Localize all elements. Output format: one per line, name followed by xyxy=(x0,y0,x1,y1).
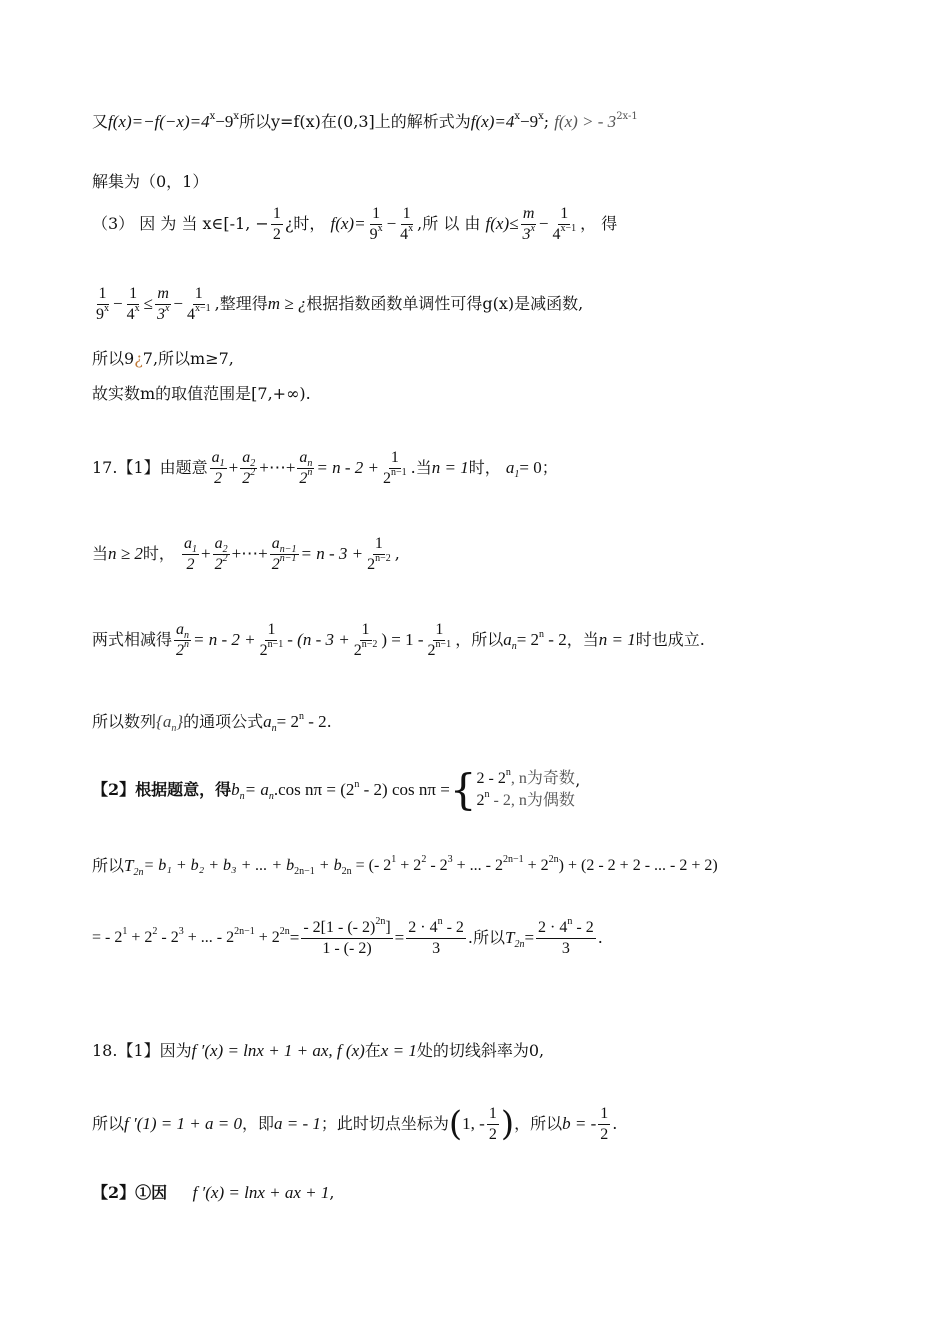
text: ¿ xyxy=(134,349,143,368)
q17-result-line: = - $2^1 + 2^2 - 2^3$ + ... - $2^{2n-1} + 2^{2n}$ = $\frac{- 2[1 - (- 2)^{2n}]}{1 - (- 2)}$ = $\frac{2 \cdot 4^n - 2}{3}$ .所以 $T_{2n}$ = $\frac{2 \cdot 4^n - 2}{3}$ . xyxy=(92,915,603,957)
part-label: 【2】根据题意，得 xyxy=(92,780,232,799)
q17-line1: 17.【1】由题意 $\frac{a_1}{2}$ + $\frac{a_2}{2^2}$ +⋯+ $\frac{a_n}{2^n}$ = n - 2 + $\frac{1}{2^{n-1}}$ .当 n = 1 时， $a_1$ = 0 ； xyxy=(92,448,558,487)
text: 故实数m的取值范围是[7,+∞). xyxy=(92,384,311,403)
fraction: $\frac{1}{4^x}$ xyxy=(126,284,140,323)
math: −9 xyxy=(215,112,234,131)
q17-part2-line: 【2】根据题意，得 $b_n$ = $a_n$ .cos $n\pi = (2^n - 2)$ cos nπ = { 2 - 2$^n$, n为奇数 2$^n$ - 2, n为偶数 ’ xyxy=(92,765,580,814)
math: f(x)= xyxy=(330,214,366,233)
fraction: $\frac{a_n}{2^n}$ xyxy=(176,620,190,659)
q17-sum-line: 所以 $T_{2n}$ = b₁ + b₂ + b₃ + ... + $b_{2n-1} + b_{2n}$ = (- $2^1 + 2^2 - 2^3$ + ... - $2^{2n-1} + 2^{2n}) + (2 - 2 + 2$ - ... - 2 + 2) xyxy=(92,854,718,878)
fraction: $\frac{a_n}{2^n}$ xyxy=(299,448,313,487)
text: 7,所以m≥7, xyxy=(142,349,234,368)
fraction: $\frac{2 \cdot 4^n - 2}{3}$ xyxy=(538,915,594,957)
math: f(x)≤ xyxy=(485,214,519,233)
q17-line4: 所以数列 $\{a_n\}$ 的通项公式 $a_n$ = $2^n - 2$ . xyxy=(92,711,332,734)
fraction: $\frac{1}{2^{n-1}}$ xyxy=(383,448,407,487)
q17-line3: 两式相减得 $\frac{a_n}{2^n}$ = n - 2 + $\frac{1}{2^{n-1}}$ - (n - 3 + $\frac{1}{2^{n-2}}$ ) = 1 - $\frac{1}{2^{n-1}}$ ，所以 $a_n$ = $2^n - 2$ ，当 n = 1 时也成立. xyxy=(92,620,705,659)
part-label: 【2】①因 xyxy=(92,1183,168,1202)
text: 所以y=f(x)在(0,3]上的解析式为 xyxy=(238,112,471,131)
math-exp: x xyxy=(233,111,239,122)
math: −9 xyxy=(519,112,539,131)
line-solution-set xyxy=(92,170,910,194)
fraction: $\frac{a_1}{2}$ xyxy=(211,448,225,487)
q17-line2: 当 n ≥ 2 时， $\frac{a_1}{2}$ + $\frac{a_2}{2^2}$ +⋯+ $\frac{a_{n-1}}{2^{n-1}}$ = n - 3 + $\frac{1}{2^{n-2}}$ , xyxy=(92,534,400,573)
fraction: $\frac{m}{3^x}$ xyxy=(522,204,535,243)
fraction: $\frac{a_1}{2}$ xyxy=(183,534,197,573)
fraction: $\frac{1}{9^x}$ xyxy=(369,204,383,243)
fraction: $\frac{1}{2}$ xyxy=(272,204,281,243)
fraction: $\frac{m}{3^x}$ xyxy=(156,284,170,323)
text: 所以9 xyxy=(92,349,135,368)
fraction: $\frac{1}{4^{x-1}}$ xyxy=(552,204,577,243)
fraction: $\frac{- 2[1 - (- 2)^{2n}]}{1 - (- 2)}$ xyxy=(303,915,391,957)
line-conclusion xyxy=(92,347,910,371)
question-label: 17.【1】由题意 xyxy=(92,458,208,477)
math: m ≥ ¿ xyxy=(267,294,307,313)
fraction: $\frac{a_2}{2^2}$ xyxy=(242,448,256,487)
fraction: $\frac{1}{4^x}$ xyxy=(400,204,414,243)
fraction: $\frac{2 \cdot 4^n - 2}{3}$ xyxy=(408,915,464,957)
line-inequality: $\frac{1}{9^x}$ − $\frac{1}{4^x}$ ≤ $\frac{m}{3^x}$ − $\frac{1}{4^{x-1}}$ ,整理得 m ≥ ¿ 根据指数函数单调性可得g(x)是减函数, xyxy=(96,284,584,323)
fraction: $\frac{1}{2^{n-2}}$ xyxy=(367,534,391,573)
fraction: $\frac{1}{2^{n-1}}$ xyxy=(427,620,452,659)
fraction: $\frac{a_{n-1}}{2^{n-1}}$ xyxy=(271,534,297,573)
math-exp: x xyxy=(209,111,216,122)
q18-line1: 18.【1】因为 f ′(x) = lnx + 1 + ax, f (x) 在 x = 1 处的切线斜率为0, xyxy=(92,1036,910,1066)
fraction: $\frac{1}{2^{n-1}}$ xyxy=(259,620,284,659)
question-label: 18.【1】因为 xyxy=(92,1041,192,1060)
fraction: $\frac{1}{4^{x-1}}$ xyxy=(186,284,211,323)
fraction: $\frac{1}{2^{n-2}}$ xyxy=(353,620,378,659)
fraction: $\frac{1}{2}$ xyxy=(488,1104,497,1143)
text: ， 得 xyxy=(580,214,618,233)
text: 根据指数函数单调性可得g(x)是减函数, xyxy=(306,294,584,313)
text: ,整理得 xyxy=(214,294,268,313)
text: 解集为（0，1） xyxy=(92,172,209,191)
q18-line3: 【2】①因 f ′(x) = lnx + ax + 1 , xyxy=(92,1176,910,1210)
line-part3: （3） 因 为 当 x∈[-1, − $\frac{1}{2}$ ¿时， f(x)= $\frac{1}{9^x}$ − $\frac{1}{4^x}$ ,所 以 由 f(x)≤ $\frac{m}{3^x}$ − $\frac{1}{4^{x-1}}$ ， 得 xyxy=(92,204,618,243)
text: ,所 以 由 xyxy=(417,214,481,233)
math-exp: x xyxy=(514,111,520,122)
fraction: $\frac{a_2}{2^2}$ xyxy=(214,534,228,573)
text: ¿时， xyxy=(284,214,326,233)
math: f(x)=−f(−x)=4 xyxy=(108,112,210,131)
math: f(x)=4 xyxy=(470,112,515,131)
q18-line2: 所以 f ′(1) = 1 + a = 0 ，即 a = - 1 ；此时切点坐标为 ( 1, - $\frac{1}{2}$ ) ，所以 b = - $\frac{1}{2}$ . xyxy=(92,1104,618,1144)
line-range xyxy=(92,382,910,406)
piecewise-cases: 2 - 2$^n$, n为奇数 2$^n$ - 2, n为偶数 xyxy=(476,767,575,809)
text: 又 xyxy=(92,112,109,131)
math: f(x) > - 3 xyxy=(554,112,617,131)
text: ; xyxy=(543,112,550,131)
line-f-expression xyxy=(92,110,910,134)
fraction: $\frac{1}{2}$ xyxy=(600,1104,609,1143)
fraction: $\frac{1}{9^x}$ xyxy=(96,284,109,323)
math-exp: 2x-1 xyxy=(616,111,638,122)
math-exp: x xyxy=(538,111,544,122)
text: （3） 因 为 当 x∈[-1, − xyxy=(92,214,269,233)
